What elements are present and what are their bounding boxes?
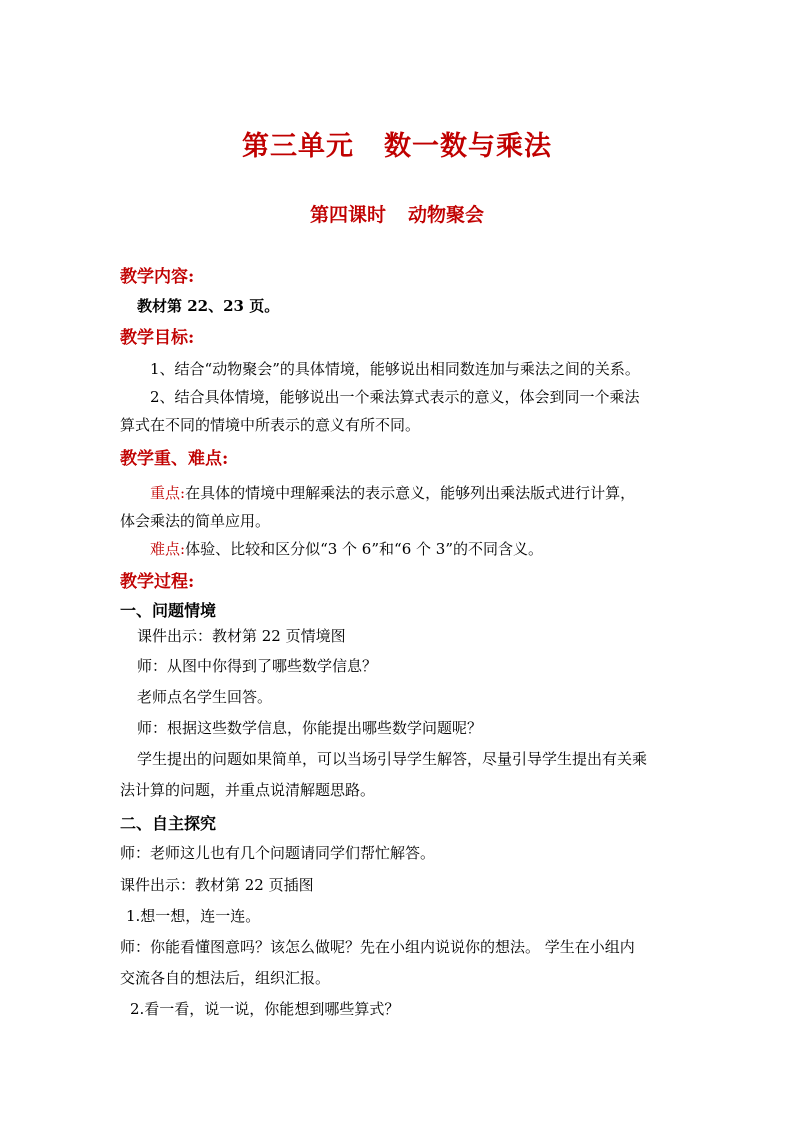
difficult-point-line <box>150 538 710 559</box>
part2-line4: 师：你能看懂图意吗？该怎么做呢？先在小组内说说你的想法。 学生在小组内 <box>120 938 635 956</box>
key-point-line1 <box>150 482 710 503</box>
part2-line1: 师：老师这儿也有几个问题请同学们帮忙解答。 <box>120 844 436 862</box>
key-point-label: 重点: <box>150 484 186 502</box>
unit-title-part2: 数一数与乘法 <box>384 131 552 162</box>
difficult-point-label: 难点: <box>150 540 186 558</box>
part1-line4: 师：根据这些数学信息，你能提出哪些数学问题呢？ <box>137 719 483 737</box>
part2-line3: 1.想一想，连一连。 <box>126 907 261 925</box>
part1-heading: 一、问题情境 <box>120 601 217 620</box>
process-heading: 教学过程: <box>120 572 195 592</box>
part1-line2: 师：从图中你得到了哪些数学信息？ <box>137 657 378 675</box>
lesson-title-part1: 第四课时 <box>309 204 386 226</box>
part2-heading: 二、自主探究 <box>120 814 217 833</box>
unit-title-part1: 第三单元 <box>242 131 354 162</box>
lesson-title <box>0 200 794 227</box>
objective-item-1: 1、结合“动物聚会”的具体情境，能够说出相同数连加与乘法之间的关系。 <box>150 360 640 378</box>
content-heading: 教学内容: <box>120 267 195 287</box>
part1-line6: 法计算的问题，并重点说清解题思路。 <box>120 781 376 799</box>
part2-line2: 课件出示：教材第 22 页插图 <box>120 876 314 894</box>
part1-line3: 老师点名学生回答。 <box>137 688 273 706</box>
objective-item-2-line1: 2、结合具体情境，能够说出一个乘法算式表示的意义，体会到同一个乘法 <box>150 388 640 406</box>
part2-line5: 交流各自的想法后，组织汇报。 <box>120 969 331 987</box>
objective-item-2-line2: 算式在不同的情境中所表示的意义有所不同。 <box>120 416 421 434</box>
part1-line1: 课件出示：教材第 22 页情境图 <box>137 627 346 645</box>
lesson-title-part2: 动物聚会 <box>408 204 485 226</box>
content-text: 教材第 22、23 页。 <box>137 297 280 315</box>
unit-title <box>0 124 794 163</box>
part1-line5: 学生提出的问题如果简单，可以当场引导学生解答，尽量引导学生提出有关乘 <box>137 750 648 768</box>
part2-line6: 2.看一看，说一说，你能想到哪些算式？ <box>130 1000 400 1018</box>
difficult-point-text: 体验、比较和区分似“3 个 6”和“6 个 3”的不同含义。 <box>185 540 543 558</box>
key-points-heading: 教学重、难点: <box>120 449 229 469</box>
objectives-heading: 教学目标: <box>120 328 195 348</box>
key-point-text: 在具体的情境中理解乘法的表示意义，能够列出乘法版式进行计算， <box>185 484 636 502</box>
key-point-line2: 体会乘法的简单应用。 <box>120 512 271 530</box>
